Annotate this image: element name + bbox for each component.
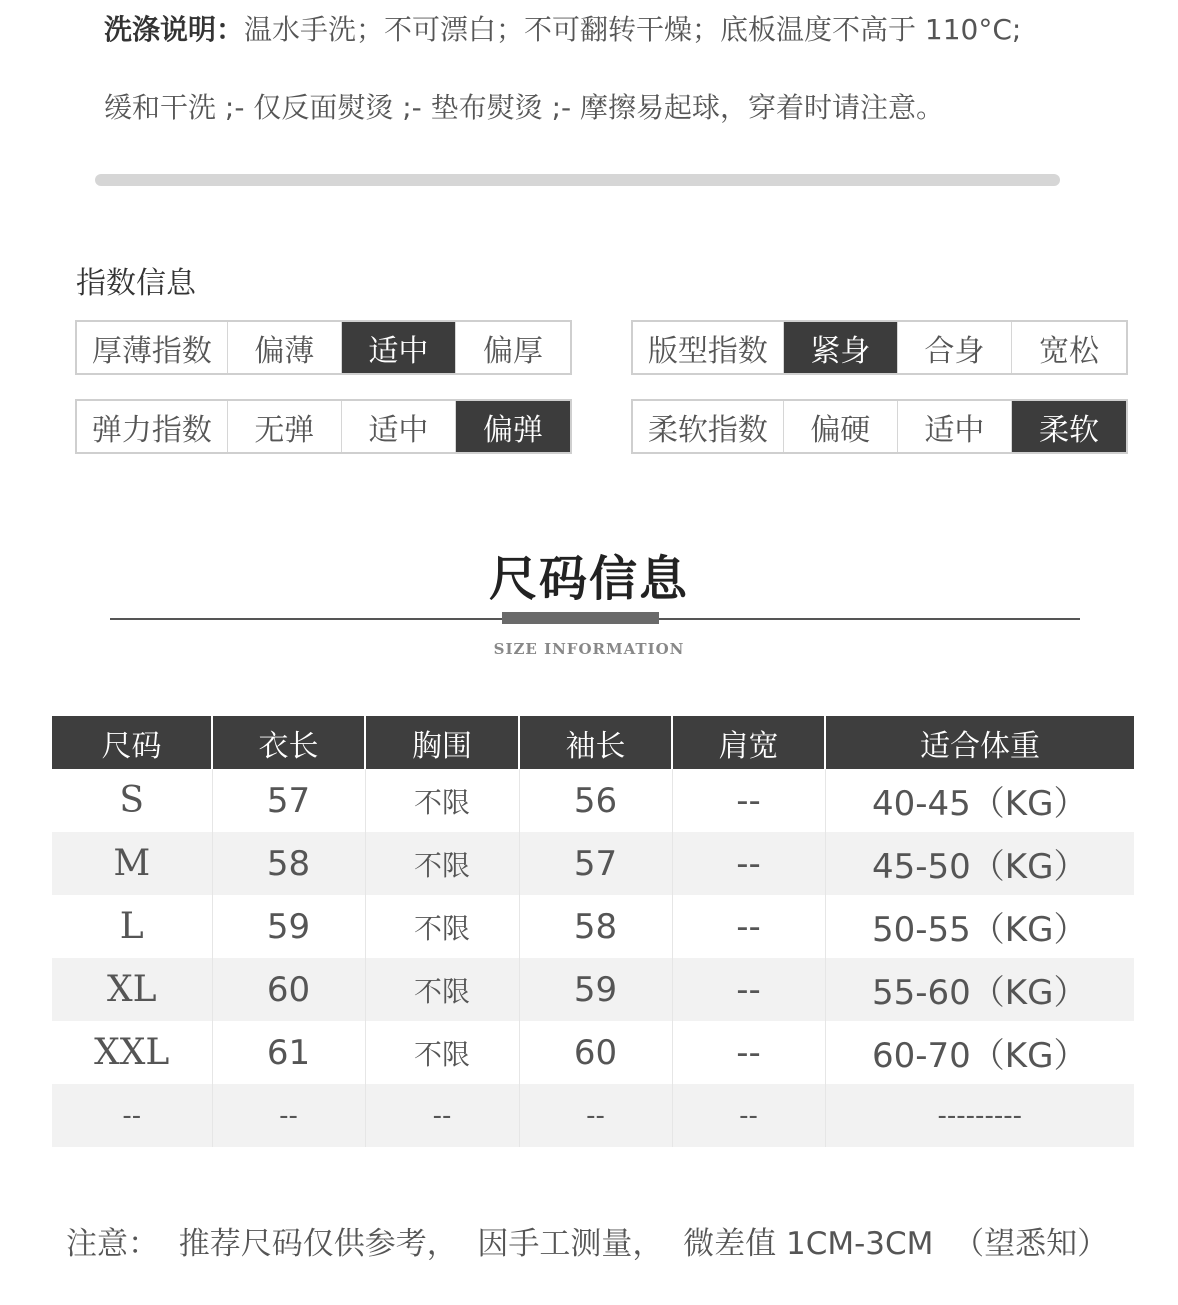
table-row (52, 895, 1134, 958)
elasticity-index (75, 399, 572, 454)
cell-size: -- (52, 1084, 212, 1147)
washing-line-2: 缓和干洗 ;- 仅反面熨烫 ;- 垫布熨烫 ;- 摩擦易起球，穿着时请注意。 (104, 91, 945, 124)
cell-length: 61 (212, 1021, 365, 1084)
cell-sleeve: 59 (519, 958, 672, 1021)
table-row (52, 832, 1134, 895)
cell-sleeve: -- (519, 1084, 672, 1147)
header-weight: 适合体重 (825, 716, 1134, 769)
table-row (52, 1021, 1134, 1084)
table-row (52, 958, 1134, 1021)
table-row (52, 769, 1134, 832)
section-divider (95, 174, 1060, 186)
title-underline-accent (502, 612, 659, 624)
cell-length: -- (212, 1084, 365, 1147)
fit-option: 合身 (898, 322, 1012, 373)
size-table (52, 716, 1134, 1147)
washing-title: 洗涤说明： (104, 13, 245, 46)
cell-weight: 60-70（KG） (872, 1036, 1088, 1076)
cell-length: 60 (212, 958, 365, 1021)
softness-option: 偏硬 (784, 401, 898, 452)
index-info-title: 指数信息 (76, 266, 196, 301)
cell-shoulder: -- (672, 895, 825, 958)
thickness-index-label: 厚薄指数 (77, 322, 228, 373)
softness-option-selected: 柔软 (1012, 401, 1126, 452)
washing-line-1 (104, 8, 1104, 48)
cell-weight: 50-55（KG） (872, 910, 1088, 950)
cell-chest: 不限 (365, 769, 519, 832)
cell-shoulder: -- (672, 1084, 825, 1147)
fit-index-label: 版型指数 (633, 322, 784, 373)
header-sleeve: 袖长 (519, 716, 672, 769)
table-row (52, 1084, 1134, 1147)
cell-size: XXL (52, 1021, 212, 1084)
thickness-index (75, 320, 572, 375)
header-size: 尺码 (52, 716, 212, 769)
cell-sleeve: 57 (519, 832, 672, 895)
size-note: 注意： 推荐尺码仅供参考， 因手工测量， 微差值 1CM-3CM （望悉知） (66, 1226, 1109, 1262)
thickness-option: 偏薄 (228, 322, 342, 373)
header-shoulder: 肩宽 (672, 716, 825, 769)
fit-option-selected: 紧身 (784, 322, 898, 373)
cell-length: 59 (212, 895, 365, 958)
cell-sleeve: 60 (519, 1021, 672, 1084)
cell-chest: 不限 (365, 832, 519, 895)
fit-option: 宽松 (1038, 333, 1099, 369)
cell-chest: -- (365, 1084, 519, 1147)
size-info-subtitle: SIZE INFORMATION (493, 640, 685, 658)
cell-shoulder: -- (672, 958, 825, 1021)
cell-sleeve: 56 (519, 769, 672, 832)
cell-length: 58 (212, 832, 365, 895)
cell-weight: --------- (825, 1084, 1134, 1147)
header-length: 衣长 (212, 716, 365, 769)
cell-length: 57 (212, 769, 365, 832)
cell-size: S (52, 769, 212, 832)
elasticity-option: 适中 (342, 401, 456, 452)
softness-index (631, 399, 1128, 454)
softness-option: 适中 (898, 401, 1012, 452)
elasticity-option: 无弹 (228, 401, 342, 452)
size-table-header (52, 716, 1134, 769)
cell-weight: 40-45（KG） (872, 784, 1088, 824)
elasticity-option-selected: 偏弹 (456, 401, 570, 452)
cell-chest: 不限 (365, 1021, 519, 1084)
softness-index-label: 柔软指数 (633, 401, 784, 452)
cell-size: XL (52, 958, 212, 1021)
cell-weight: 55-60（KG） (825, 958, 1134, 1021)
fit-index (631, 320, 1128, 375)
cell-shoulder: -- (672, 1021, 825, 1084)
thickness-option-selected: 适中 (342, 322, 456, 373)
cell-chest: 不限 (365, 958, 519, 1021)
cell-weight: 45-50（KG） (825, 832, 1134, 895)
cell-sleeve: 58 (519, 895, 672, 958)
elasticity-index-label: 弹力指数 (77, 401, 228, 452)
thickness-option: 偏厚 (482, 333, 543, 369)
washing-text-1: 温水手洗；不可漂白；不可翻转干燥；底板温度不高于 110°C; (244, 13, 1022, 46)
cell-size: M (52, 832, 212, 895)
cell-shoulder: -- (672, 832, 825, 895)
cell-shoulder: -- (672, 769, 825, 832)
cell-size: L (52, 895, 212, 958)
size-info-title: 尺码信息 (488, 551, 689, 607)
header-chest: 胸围 (365, 716, 519, 769)
cell-chest: 不限 (365, 895, 519, 958)
